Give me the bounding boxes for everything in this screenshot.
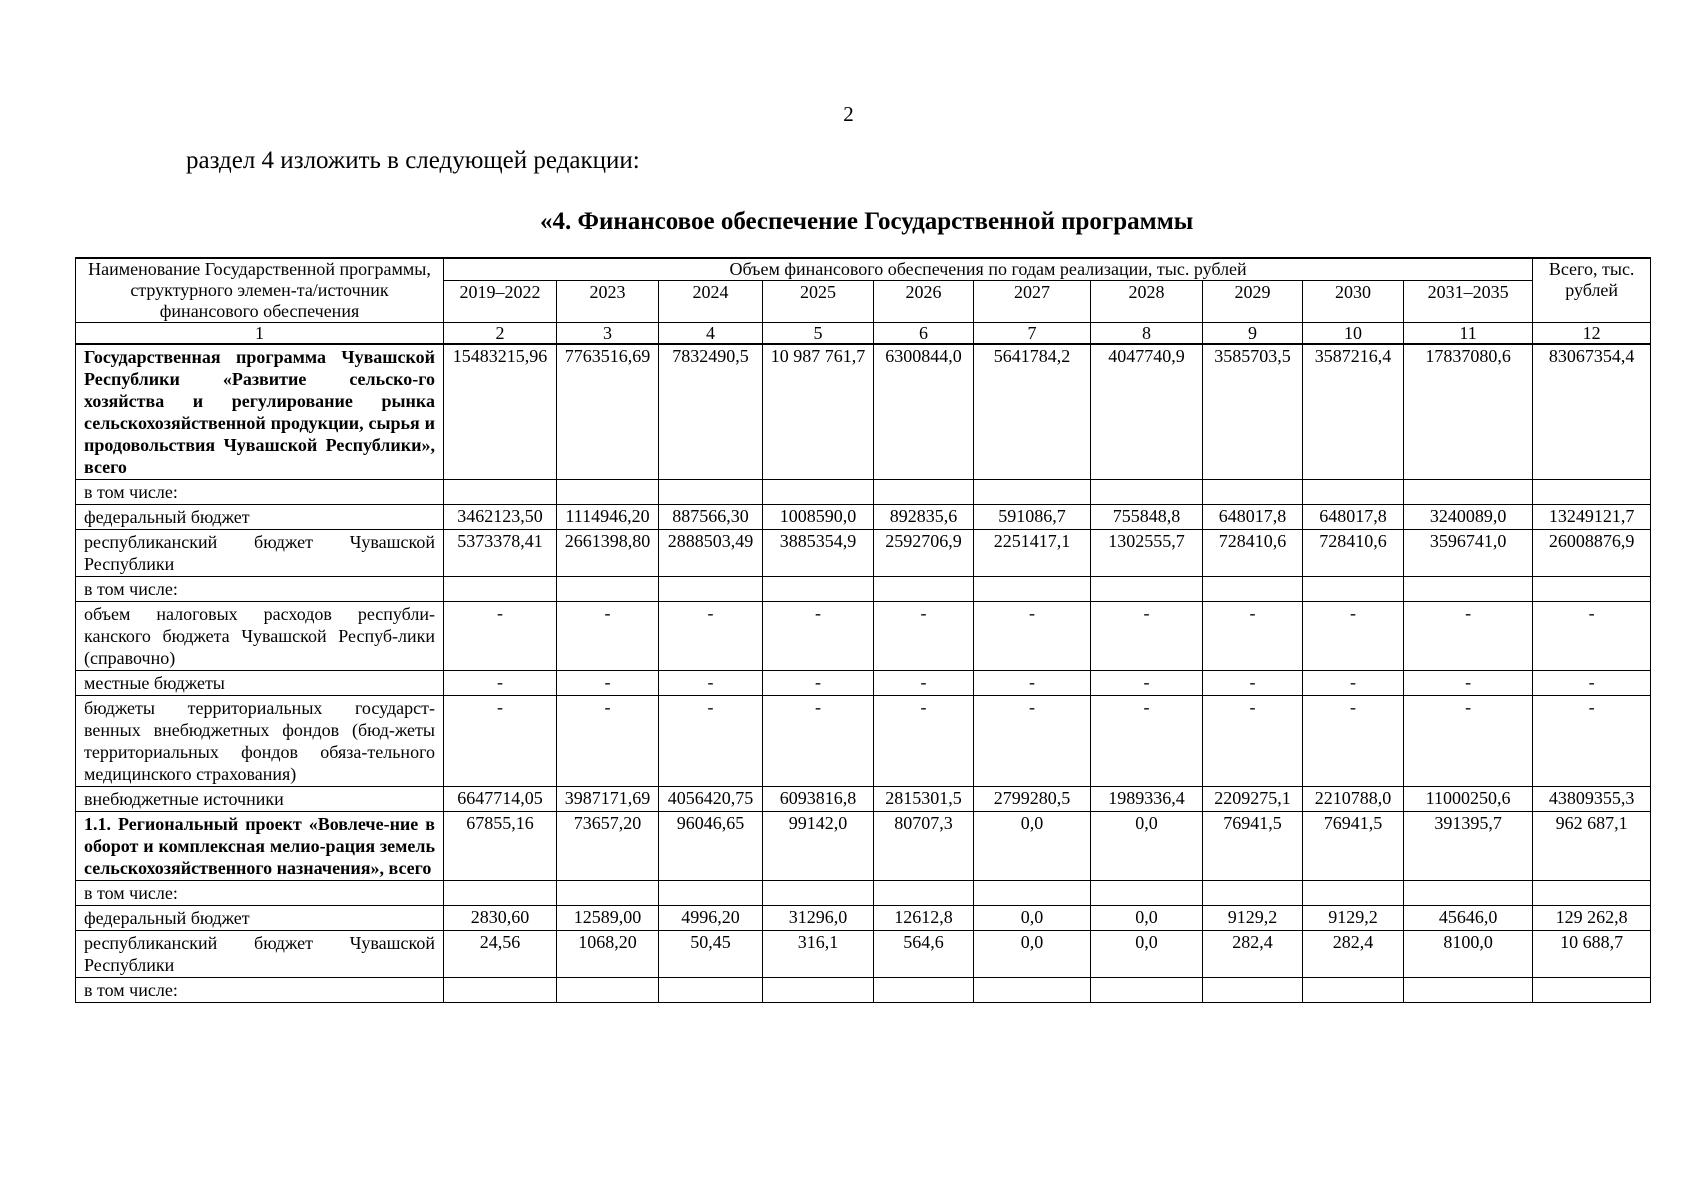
row-value: 73657,20 xyxy=(557,812,659,881)
column-number-6: 6 xyxy=(874,323,974,345)
row-value xyxy=(763,881,874,906)
row-value: - xyxy=(1091,602,1203,671)
row-value: - xyxy=(1091,671,1203,696)
row-value: 892835,6 xyxy=(874,505,974,530)
row-value: - xyxy=(1404,696,1533,787)
row-value: 13249121,7 xyxy=(1533,505,1651,530)
row-value: - xyxy=(1203,696,1303,787)
row-value: 43809355,3 xyxy=(1533,787,1651,812)
row-value: - xyxy=(1404,602,1533,671)
row-value xyxy=(974,881,1091,906)
financing-table xyxy=(75,257,1651,1003)
row-value xyxy=(1303,480,1404,505)
header-year-10: 2031–2035 xyxy=(1404,281,1533,323)
row-value: - xyxy=(557,696,659,787)
table-row xyxy=(76,577,1651,602)
row-value xyxy=(1404,978,1533,1003)
row-value: 1068,20 xyxy=(557,931,659,978)
row-value: 83067354,4 xyxy=(1533,344,1651,480)
row-value xyxy=(1091,978,1203,1003)
row-value xyxy=(659,577,763,602)
row-value: 2815301,5 xyxy=(874,787,974,812)
row-value: 4996,20 xyxy=(659,906,763,931)
row-value: - xyxy=(1303,671,1404,696)
row-value: - xyxy=(1203,602,1303,671)
header-year-2: 2023 xyxy=(557,281,659,323)
row-value: 80707,3 xyxy=(874,812,974,881)
row-value: 591086,7 xyxy=(974,505,1091,530)
row-value: 31296,0 xyxy=(763,906,874,931)
row-name: объем налоговых расходов республи-канского бюджета Чувашской Респуб-лики (справочно) xyxy=(76,602,444,671)
row-value: 728410,6 xyxy=(1203,530,1303,577)
row-value: 76941,5 xyxy=(1203,812,1303,881)
row-value: 1989336,4 xyxy=(1091,787,1203,812)
row-value: - xyxy=(659,602,763,671)
row-name: федеральный бюджет xyxy=(76,505,444,530)
row-value: 648017,8 xyxy=(1203,505,1303,530)
row-value xyxy=(974,577,1091,602)
table-row xyxy=(76,812,1651,881)
row-value xyxy=(1533,577,1651,602)
row-value: 50,45 xyxy=(659,931,763,978)
row-name: в том числе: xyxy=(76,480,444,505)
row-value: - xyxy=(1533,696,1651,787)
row-value: 2592706,9 xyxy=(874,530,974,577)
table-row xyxy=(76,530,1651,577)
header-name-column: Наименование Государственной программы, структурного элемен-та/источник финансового обеспечения xyxy=(76,258,444,323)
row-value: - xyxy=(763,696,874,787)
header-year-1: 2019–2022 xyxy=(444,281,557,323)
table-row xyxy=(76,505,1651,530)
table-row xyxy=(76,931,1651,978)
row-name: республиканский бюджет Чувашской Республики xyxy=(76,931,444,978)
table-row xyxy=(76,881,1651,906)
row-value: 11000250,6 xyxy=(1404,787,1533,812)
row-value: 2888503,49 xyxy=(659,530,763,577)
row-value xyxy=(1303,577,1404,602)
column-number-3: 3 xyxy=(557,323,659,345)
column-number-11: 11 xyxy=(1404,323,1533,345)
header-year-8: 2029 xyxy=(1203,281,1303,323)
header-year-9: 2030 xyxy=(1303,281,1404,323)
row-value: 4056420,75 xyxy=(659,787,763,812)
row-value: 728410,6 xyxy=(1303,530,1404,577)
row-value xyxy=(557,577,659,602)
row-value: 12589,00 xyxy=(557,906,659,931)
row-value: - xyxy=(1303,602,1404,671)
row-value: 26008876,9 xyxy=(1533,530,1651,577)
row-value: 6300844,0 xyxy=(874,344,974,480)
row-value: 962 687,1 xyxy=(1533,812,1651,881)
row-value: 1114946,20 xyxy=(557,505,659,530)
row-value: 7832490,5 xyxy=(659,344,763,480)
intro-text: раздел 4 изложить в следующей редакции: xyxy=(186,147,640,174)
table-row xyxy=(76,906,1651,931)
section-title: «4. Финансовое обеспечение Государственной программы xyxy=(540,208,1194,235)
row-value: 15483215,96 xyxy=(444,344,557,480)
table-header-row xyxy=(76,258,1651,281)
row-value xyxy=(557,881,659,906)
column-number-5: 5 xyxy=(763,323,874,345)
row-value: 0,0 xyxy=(974,906,1091,931)
row-value: 76941,5 xyxy=(1303,812,1404,881)
row-value xyxy=(1533,881,1651,906)
row-value xyxy=(659,480,763,505)
row-value: 5641784,2 xyxy=(974,344,1091,480)
row-value: 2251417,1 xyxy=(974,530,1091,577)
table-row xyxy=(76,787,1651,812)
row-value xyxy=(444,577,557,602)
row-value: 2209275,1 xyxy=(1203,787,1303,812)
row-name: местные бюджеты xyxy=(76,671,444,696)
row-value: - xyxy=(557,671,659,696)
column-number-10: 10 xyxy=(1303,323,1404,345)
header-year-4: 2025 xyxy=(763,281,874,323)
row-value: 2830,60 xyxy=(444,906,557,931)
row-value xyxy=(763,480,874,505)
column-number-2: 2 xyxy=(444,323,557,345)
header-year-5: 2026 xyxy=(874,281,974,323)
table-row xyxy=(76,671,1651,696)
row-value: 2210788,0 xyxy=(1303,787,1404,812)
row-value: - xyxy=(1533,671,1651,696)
row-value: 564,6 xyxy=(874,931,974,978)
row-value xyxy=(659,881,763,906)
row-value xyxy=(1533,978,1651,1003)
row-value xyxy=(763,978,874,1003)
row-value: 3585703,5 xyxy=(1203,344,1303,480)
row-value: 282,4 xyxy=(1303,931,1404,978)
row-value: - xyxy=(1404,671,1533,696)
table-row xyxy=(76,978,1651,1003)
row-value xyxy=(874,480,974,505)
row-value: 9129,2 xyxy=(1303,906,1404,931)
row-value: - xyxy=(1091,696,1203,787)
row-value: 3987171,69 xyxy=(557,787,659,812)
table-row xyxy=(76,344,1651,480)
row-value: 282,4 xyxy=(1203,931,1303,978)
row-value: 391395,7 xyxy=(1404,812,1533,881)
row-value xyxy=(1404,577,1533,602)
row-value: 0,0 xyxy=(1091,906,1203,931)
row-value: 0,0 xyxy=(974,931,1091,978)
row-value: 3462123,50 xyxy=(444,505,557,530)
row-value xyxy=(444,881,557,906)
row-value: 0,0 xyxy=(974,812,1091,881)
row-value xyxy=(557,978,659,1003)
row-name: бюджеты территориальных государст-венных внебюджетных фондов (бюд-жеты территориальных фондов обяза-тельного медицинского страхования) xyxy=(76,696,444,787)
row-name: в том числе: xyxy=(76,978,444,1003)
row-value: 12612,8 xyxy=(874,906,974,931)
row-value: - xyxy=(1203,671,1303,696)
row-name: внебюджетные источники xyxy=(76,787,444,812)
header-total-column: Всего, тыс. рублей xyxy=(1533,258,1651,323)
header-volume-group: Объем финансового обеспечения по годам реализации, тыс. рублей xyxy=(444,258,1533,281)
row-value xyxy=(1091,577,1203,602)
row-value: - xyxy=(763,671,874,696)
row-value: 648017,8 xyxy=(1303,505,1404,530)
row-value: - xyxy=(974,696,1091,787)
row-value: 99142,0 xyxy=(763,812,874,881)
table-row xyxy=(76,480,1651,505)
row-value xyxy=(1091,881,1203,906)
column-number-9: 9 xyxy=(1203,323,1303,345)
header-year-7: 2028 xyxy=(1091,281,1203,323)
row-name: федеральный бюджет xyxy=(76,906,444,931)
row-value: - xyxy=(557,602,659,671)
row-value xyxy=(1203,881,1303,906)
row-value: 9129,2 xyxy=(1203,906,1303,931)
row-value xyxy=(444,978,557,1003)
row-value xyxy=(1203,480,1303,505)
table-row xyxy=(76,696,1651,787)
row-value: 0,0 xyxy=(1091,812,1203,881)
row-value xyxy=(1533,480,1651,505)
row-value: 17837080,6 xyxy=(1404,344,1533,480)
row-value: 3587216,4 xyxy=(1303,344,1404,480)
row-value xyxy=(874,577,974,602)
row-value xyxy=(1404,881,1533,906)
row-value: 96046,65 xyxy=(659,812,763,881)
row-value: - xyxy=(874,671,974,696)
row-value: 3596741,0 xyxy=(1404,530,1533,577)
row-value: - xyxy=(874,696,974,787)
row-value xyxy=(1303,881,1404,906)
row-value: - xyxy=(974,602,1091,671)
row-name: республиканский бюджет Чувашской Республики xyxy=(76,530,444,577)
row-value xyxy=(974,978,1091,1003)
row-name: в том числе: xyxy=(76,577,444,602)
column-number-12: 12 xyxy=(1533,323,1651,345)
row-value: 2661398,80 xyxy=(557,530,659,577)
row-value: 10 987 761,7 xyxy=(763,344,874,480)
row-value: 4047740,9 xyxy=(1091,344,1203,480)
row-value: - xyxy=(444,696,557,787)
row-value: 7763516,69 xyxy=(557,344,659,480)
row-value: - xyxy=(1303,696,1404,787)
row-value xyxy=(444,480,557,505)
row-value: 67855,16 xyxy=(444,812,557,881)
row-value xyxy=(659,978,763,1003)
row-value xyxy=(763,577,874,602)
row-value xyxy=(874,881,974,906)
row-value: 129 262,8 xyxy=(1533,906,1651,931)
column-number-4: 4 xyxy=(659,323,763,345)
row-name: в том числе: xyxy=(76,881,444,906)
row-value: - xyxy=(444,671,557,696)
row-value: 45646,0 xyxy=(1404,906,1533,931)
row-value: 5373378,41 xyxy=(444,530,557,577)
row-value: - xyxy=(659,671,763,696)
row-value: - xyxy=(874,602,974,671)
column-number-8: 8 xyxy=(1091,323,1203,345)
row-value xyxy=(1303,978,1404,1003)
row-value: 316,1 xyxy=(763,931,874,978)
page-number: 2 xyxy=(843,102,854,126)
row-value: 10 688,7 xyxy=(1533,931,1651,978)
row-value: 6093816,8 xyxy=(763,787,874,812)
row-value: 1302555,7 xyxy=(1091,530,1203,577)
header-year-6: 2027 xyxy=(974,281,1091,323)
row-value: - xyxy=(1533,602,1651,671)
column-number-1: 1 xyxy=(76,323,444,345)
row-value xyxy=(1203,577,1303,602)
row-value: 0,0 xyxy=(1091,931,1203,978)
row-value xyxy=(1091,480,1203,505)
row-value xyxy=(874,978,974,1003)
row-value: 6647714,05 xyxy=(444,787,557,812)
row-value xyxy=(1203,978,1303,1003)
row-value xyxy=(974,480,1091,505)
row-value: 887566,30 xyxy=(659,505,763,530)
row-name: 1.1. Региональный проект «Вовлече-ние в оборот и комплексная мелио-рация земель сельскохозяйственного назначения», всего xyxy=(76,812,444,881)
row-value: 24,56 xyxy=(444,931,557,978)
column-number-7: 7 xyxy=(974,323,1091,345)
row-name: Государственная программа Чувашской Республики «Развитие сельско-го хозяйства и регулирование рынка сельскохозяйственной продукции, сырья и продовольствия Чувашской Республики», всего xyxy=(76,344,444,480)
row-value: 1008590,0 xyxy=(763,505,874,530)
row-value: 2799280,5 xyxy=(974,787,1091,812)
row-value: 3885354,9 xyxy=(763,530,874,577)
row-value: - xyxy=(763,602,874,671)
row-value xyxy=(557,480,659,505)
row-value: 755848,8 xyxy=(1091,505,1203,530)
row-value: 3240089,0 xyxy=(1404,505,1533,530)
row-value: - xyxy=(444,602,557,671)
table-row xyxy=(76,602,1651,671)
row-value: - xyxy=(974,671,1091,696)
row-value: 8100,0 xyxy=(1404,931,1533,978)
row-value: - xyxy=(659,696,763,787)
row-value xyxy=(1404,480,1533,505)
header-year-3: 2024 xyxy=(659,281,763,323)
table-column-numbers-row xyxy=(76,323,1651,345)
